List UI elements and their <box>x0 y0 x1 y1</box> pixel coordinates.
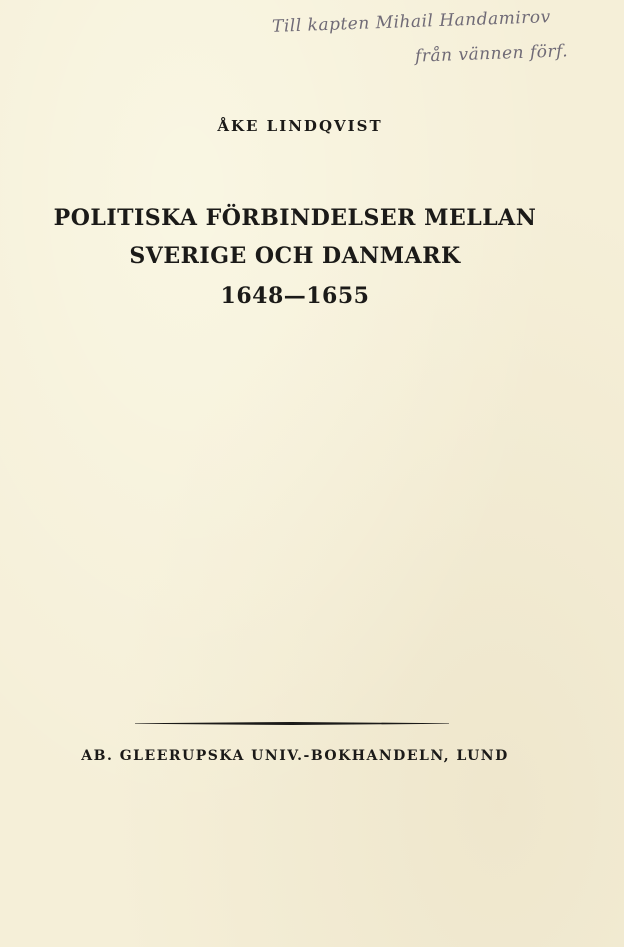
handwritten-inscription-line-1: Till kapten Mihail Handamirov <box>271 7 552 37</box>
title-line-2: SVERIGE OCH DANMARK <box>129 243 461 269</box>
handwritten-inscription-line-2: från vännen förf. <box>414 41 569 67</box>
title-line-1: POLITISKA FÖRBINDELSER MELLAN <box>53 205 537 231</box>
publisher-imprint: AB. GLEERUPSKA UNIV.-BOKHANDELN, LUND <box>81 748 509 764</box>
title-years: 1648—1655 <box>220 283 370 309</box>
decorative-rule <box>135 722 449 725</box>
author-name: ÅKE LINDQVIST <box>217 117 383 135</box>
